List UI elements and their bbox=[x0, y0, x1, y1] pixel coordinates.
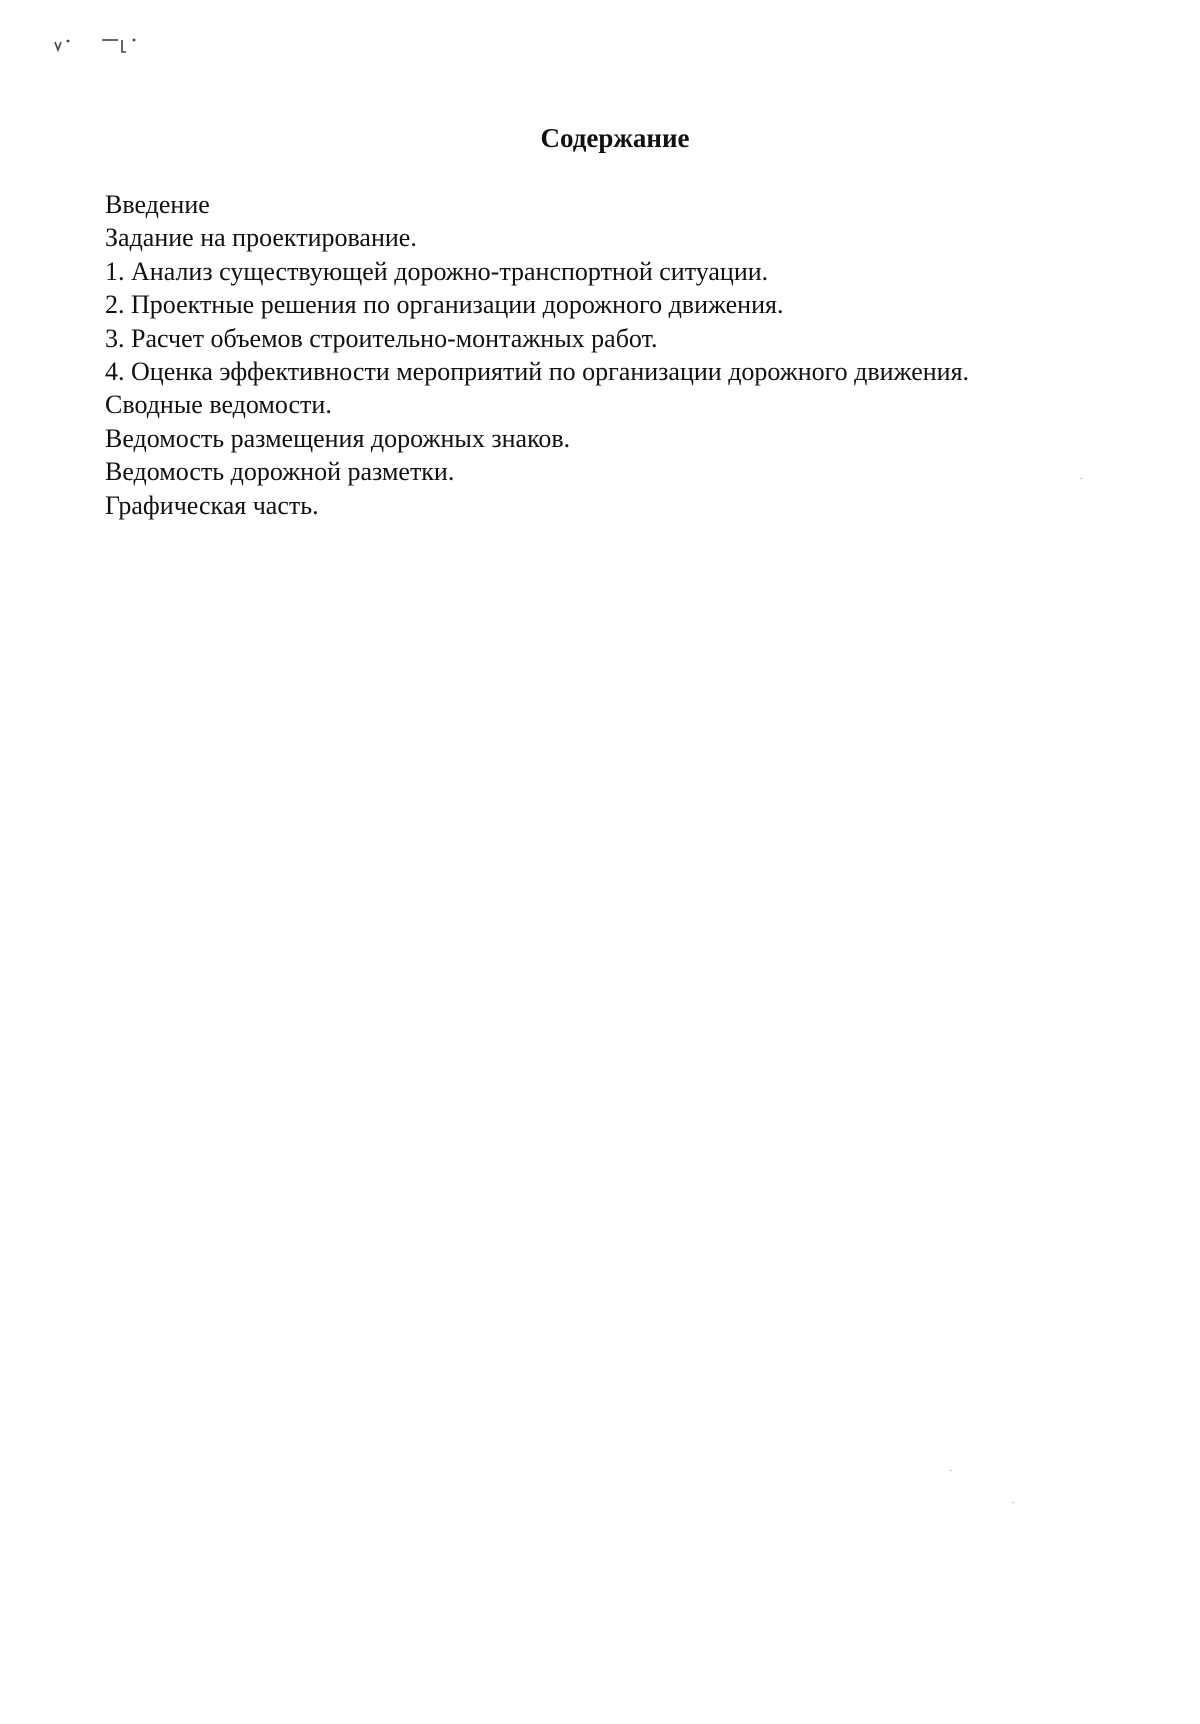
toc-entry-section-3: 3. Расчет объемов строительно-монтажных работ. bbox=[105, 323, 658, 353]
scan-speck bbox=[950, 1470, 952, 1471]
toc-entry-section-1: 1. Анализ существующей дорожно-транспортной ситуации. bbox=[105, 256, 769, 286]
toc-entry-section-4: 4. Оценка эффективности мероприятий по организации дорожного движения. bbox=[105, 357, 970, 387]
document-title: Содержание bbox=[540, 123, 690, 153]
toc-entry-summary-sheets: Сводные ведомости. bbox=[105, 390, 332, 420]
toc-entry-introduction: Введение bbox=[105, 190, 210, 219]
table-of-contents bbox=[105, 188, 969, 522]
toc-entry-road-marking-sheet: Ведомость дорожной разметки. bbox=[105, 457, 455, 487]
toc-entry-graphic-part: Графическая часть. bbox=[105, 490, 319, 520]
scan-speck bbox=[1012, 1502, 1014, 1503]
toc-entry-design-assignment: Задание на проектирование. bbox=[105, 223, 417, 253]
toc-entry-section-2: 2. Проектные решения по организации дорожного движения. bbox=[105, 290, 784, 320]
scan-speck bbox=[1080, 478, 1082, 479]
toc-entry-road-signs-sheet: Ведомость размещения дорожных знаков. bbox=[105, 423, 571, 453]
scan-artifact-marks bbox=[52, 34, 162, 58]
